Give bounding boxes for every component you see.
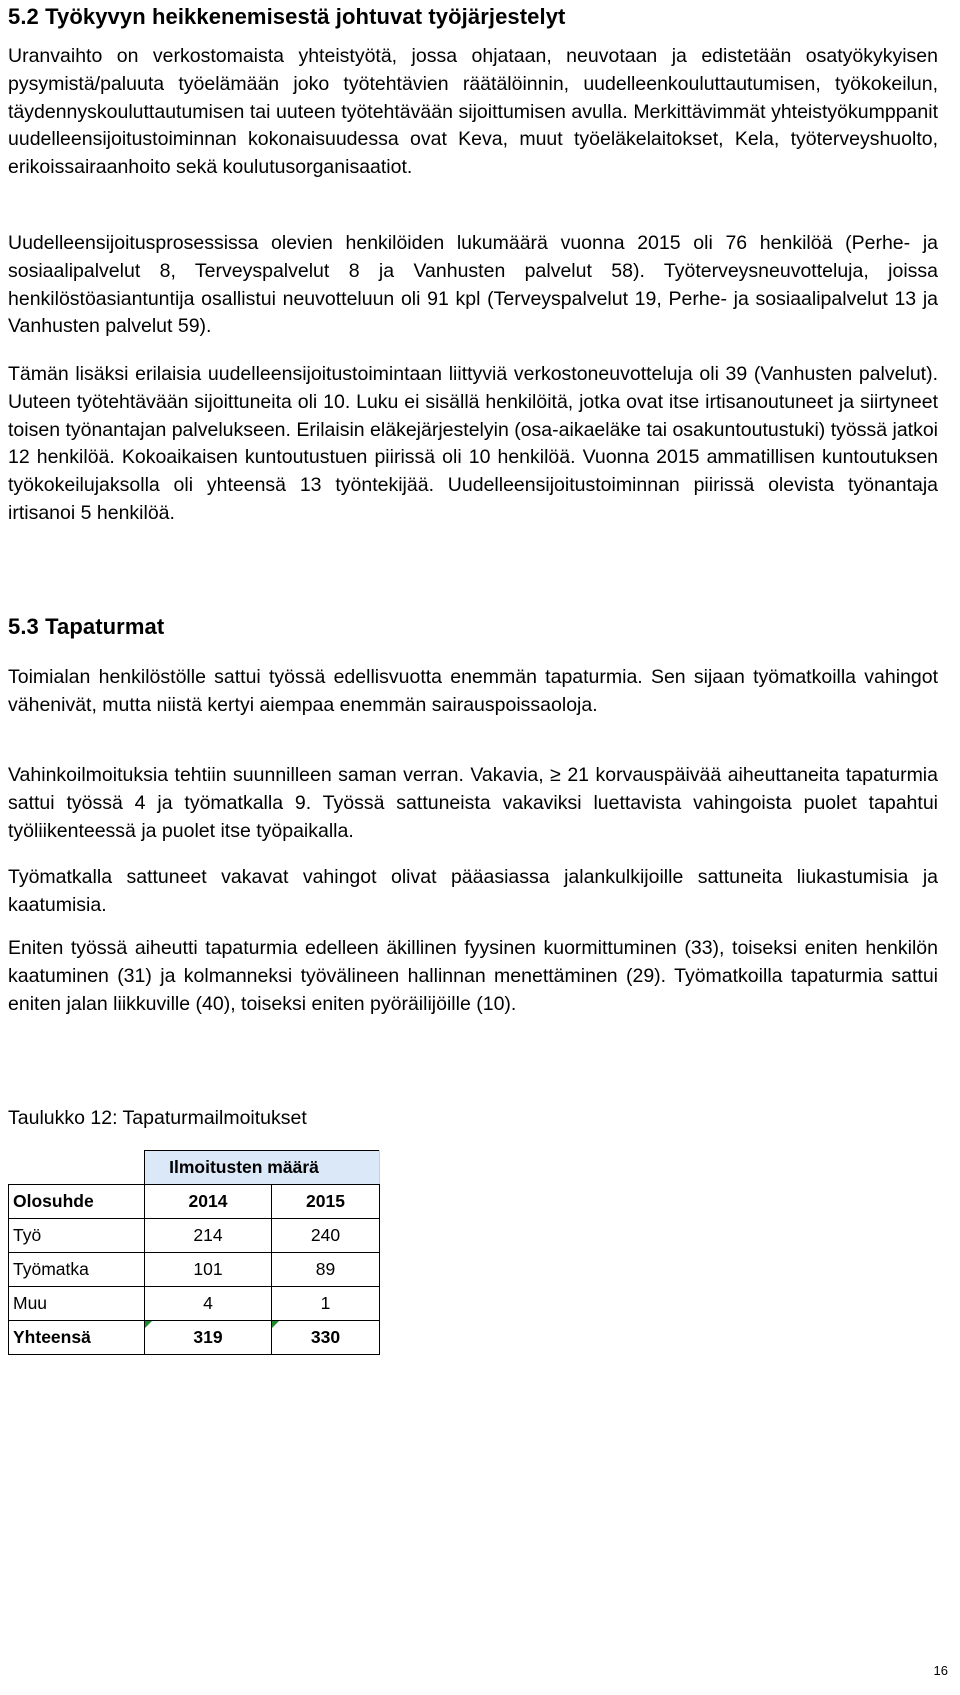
table-cell: Yhteensä — [9, 1321, 145, 1355]
table-corner-cell — [9, 1151, 145, 1185]
column-header: 2015 — [272, 1185, 380, 1219]
accident-table — [8, 1150, 380, 1355]
formula-marker-icon — [145, 1321, 152, 1328]
table-total-row — [9, 1321, 380, 1355]
table-row — [9, 1219, 380, 1253]
table-group-header-row — [9, 1151, 380, 1185]
column-header: 2014 — [145, 1185, 272, 1219]
paragraph: Uudelleensijoitusprosessissa olevien henkilöiden lukumäärä vuonna 2015 oli 76 henkilöä (Perhe- ja sosiaalipalvelut 8, Terveyspalvelut 8 ja Vanhusten palvelut 58). Työterveysneuvotteluja, joissa henkilöstöasiantuntija osallistui neuvotteluun oli 91 kpl (Terveyspalvelut 19, Perhe- ja sosiaalipalvelut 13 ja Vanhusten palvelut 59). — [8, 232, 938, 338]
table-cell-formula — [272, 1321, 380, 1355]
table-group-header: Ilmoitusten määrä — [145, 1151, 380, 1185]
paragraph: Eniten työssä aiheutti tapaturmia edelleen äkillinen fyysinen kuormittuminen (33), toiseksi eniten henkilön kaatuminen (31) ja kolmanneksi työvälineen hallinnan menettäminen (29). Työmatkoilla tapaturmia sattui eniten jalan liikkuville (40), toiseksi eniten pyöräilijöille (10). — [8, 937, 938, 1015]
section-heading-5-3: 5.3 Tapaturmat — [8, 614, 165, 639]
paragraph: Vahinkoilmoituksia tehtiin suunnilleen saman verran. Vakavia, ≥ 21 korvauspäivää aiheuttaneita tapaturmia sattui työssä 4 ja työmatkalla 9. Työssä sattuneista vakaviksi luettavista vahingoista puolet tapahtui työliikenteessä ja puolet itse työpaikalla. — [8, 764, 938, 842]
table-header-row — [9, 1185, 380, 1219]
paragraph: Toimialan henkilöstölle sattui työssä edellisvuotta enemmän tapaturmia. Sen sijaan työmatkoilla vahingot vähenivät, mutta niistä kertyi aiempaa enemmän sairauspoissaoloja. — [8, 666, 938, 716]
page-number: 16 — [933, 1663, 948, 1678]
formula-marker-icon — [272, 1321, 279, 1328]
paragraph: Uranvaihto on verkostomaista yhteistyötä, jossa ohjataan, neuvotaan ja edistetään osatyökykyisen pysymistä/paluuta työelämään joko työtehtävien räätälöinnin, uudelleenkouluttautumisen, työkokeilun, täydennyskouluttautumisen tai uuteen työtehtävään sijoittumisen avulla. Merkittävimmät yhteistyökumppanit uudelleensijoitustoiminnan kokonaisuudessa ovat Keva, muut työeläkelaitokset, Kela, työterveyshuolto, erikoissairaanhoito sekä koulutusorganisaatiot. — [8, 45, 938, 179]
table-cell: Muu — [9, 1287, 145, 1321]
table-cell: 214 — [145, 1219, 272, 1253]
paragraph: Työmatkalla sattuneet vakavat vahingot olivat pääasiassa jalankulkijoille sattuneita liukastumisia ja kaatumisia. — [8, 866, 938, 916]
section-heading-5-2: 5.2 Työkyvyn heikkenemisestä johtuvat työjärjestelyt — [8, 4, 566, 29]
table-cell: 89 — [272, 1253, 380, 1287]
table-caption: Taulukko 12: Tapaturmailmoitukset — [8, 1107, 307, 1129]
table-cell-value: 330 — [310, 1327, 341, 1347]
table-cell: 4 — [145, 1287, 272, 1321]
paragraph: Tämän lisäksi erilaisia uudelleensijoitustoimintaan liittyviä verkostoneuvotteluja oli 39 (Vanhusten palvelut). Uuteen työtehtävään sijoittuneita oli 10. Luku ei sisällä henkilöitä, jotka ovat itse irtisanoutuneet ja siirtyneet toisen työnantajan palvelukseen. Erilaisin eläkejärjestelyin (osa-aikaeläke tai osakuntoutustuki) työssä jatkoi 12 henkilöä. Kokoaikaisen kuntoutustuen piirissä oli 10 henkilöä. Vuonna 2015 ammatillisen kuntoutuksen työkokeilujaksolla oli yhteensä 13 työntekijää. Uudelleensijoitustoiminnan piirissä olevista työnantaja irtisanoi 5 henkilöä. — [8, 363, 939, 524]
column-header: Olosuhde — [9, 1185, 145, 1219]
table-cell: 101 — [145, 1253, 272, 1287]
table-cell: 240 — [272, 1219, 380, 1253]
table-row — [9, 1287, 380, 1321]
table-cell-value: 319 — [193, 1327, 223, 1347]
table-cell-formula — [145, 1321, 272, 1355]
table-cell: Työmatka — [9, 1253, 145, 1287]
table-cell: 1 — [272, 1287, 380, 1321]
table-cell: Työ — [9, 1219, 145, 1253]
table-row — [9, 1253, 380, 1287]
